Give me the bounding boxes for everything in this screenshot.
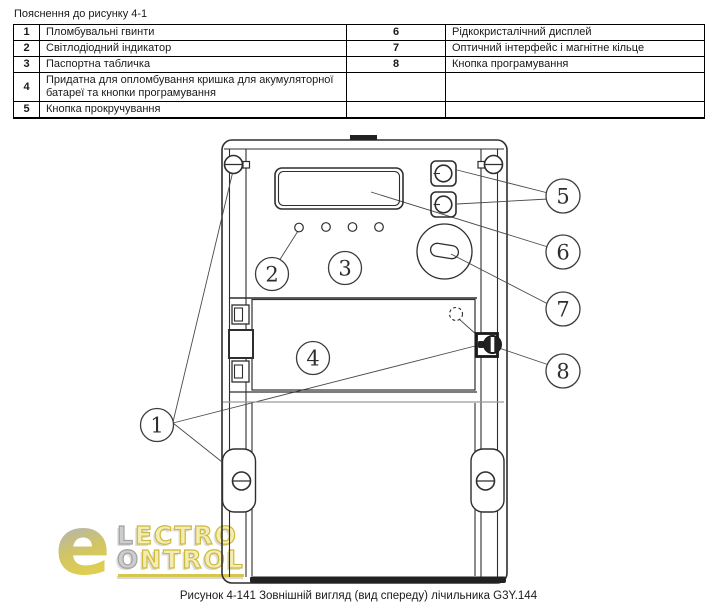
seal-screw-bottom-right: [471, 449, 504, 512]
callout-1-label: 1: [150, 413, 164, 438]
callout-6-label: 6: [556, 240, 570, 265]
item-description: Пломбувальні гвинти: [40, 25, 347, 41]
callout-5-label: 5: [556, 184, 570, 209]
led-indicator: [295, 223, 304, 232]
item-number: 7: [347, 41, 446, 57]
item-description: Кнопка програмування: [446, 57, 705, 73]
item-number: 6: [347, 25, 446, 41]
table-heading: Пояснення до рисунку 4-1: [14, 8, 148, 20]
cover-seal-screw: [477, 334, 502, 357]
led-indicator: [375, 223, 384, 232]
led-indicator: [322, 223, 331, 232]
callout-7-label: 7: [556, 297, 570, 322]
callout-2-label: 2: [265, 262, 279, 287]
callout-3-label: 3: [338, 256, 352, 281]
led-indicator: [348, 223, 357, 232]
battery-cover: [223, 298, 504, 402]
led-indicators: [295, 223, 384, 232]
seal-screw-bottom-left: [223, 449, 256, 512]
watermark-big-letter: e: [55, 499, 111, 594]
cover-hinges: [229, 305, 253, 382]
item-description: Рідкокристалічний дисплей: [446, 25, 705, 41]
item-description: Паспортна табличка: [40, 57, 347, 73]
lcd-display: [275, 168, 403, 209]
programming-button-hidden: [450, 308, 463, 321]
top-notch: [350, 135, 377, 140]
item-number: 8: [347, 57, 446, 73]
scroll-buttons: [431, 161, 456, 217]
callout-4-label: 4: [306, 346, 320, 371]
item-number: 2: [14, 41, 40, 57]
figure-caption: Рисунок 4-141 Зовнішній вигляд (вид спереду) лічильника G3Y.144: [179, 590, 538, 602]
item-description: Кнопка прокручування: [40, 102, 347, 119]
item-description: Придатна для опломбування кришка для акумуляторної батареї та кнопки програмування: [40, 73, 347, 102]
seal-screw-top-right: [478, 156, 503, 174]
meter-body: [222, 140, 507, 583]
item-description: Світлодіодний індикатор: [40, 41, 347, 57]
watermark-text: LECTRO ONTROL: [117, 521, 245, 574]
terminal-strip: [250, 577, 506, 584]
item-number: 3: [14, 57, 40, 73]
callout-8-label: 8: [556, 359, 570, 384]
optical-port: [417, 224, 472, 279]
item-number: 5: [14, 102, 40, 119]
item-number: 1: [14, 25, 40, 41]
item-description: Оптичний інтерфейс і магнітне кільце: [446, 41, 705, 57]
item-number: 4: [14, 73, 40, 102]
case-rails: [224, 149, 504, 577]
